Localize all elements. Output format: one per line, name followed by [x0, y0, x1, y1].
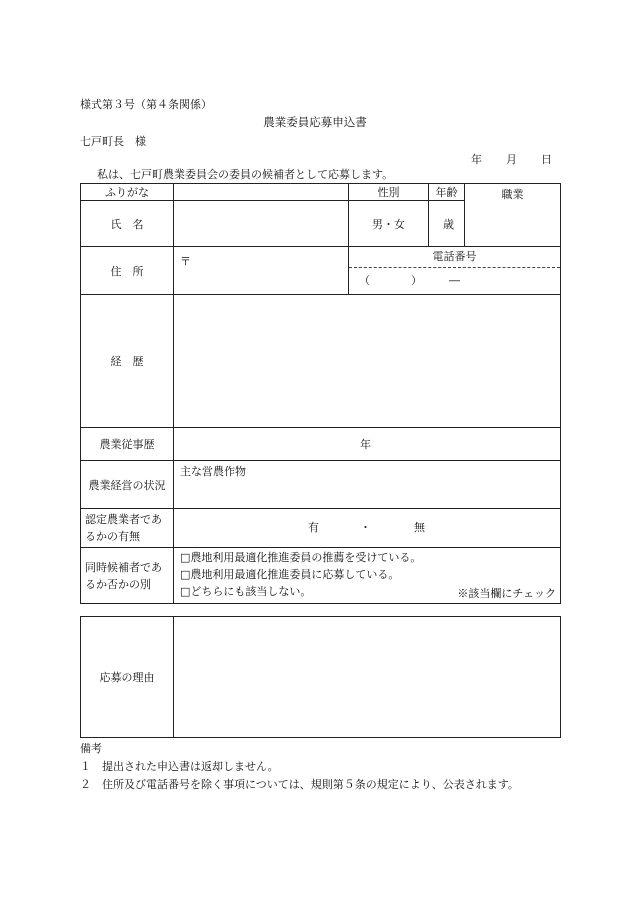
date-day: 日: [541, 153, 552, 166]
postal-mark: 〒: [180, 255, 191, 268]
name-label: 氏 名: [81, 201, 174, 247]
concurrent-option-applied[interactable]: □農地利用最適化推進委員に応募している。: [180, 568, 400, 581]
name-field[interactable]: [174, 201, 349, 247]
concurrent-row: [81, 548, 561, 604]
experience-unit: 年: [360, 438, 371, 451]
occupation-header: 職業: [501, 188, 524, 201]
career-label: 経 歴: [81, 295, 174, 428]
phone-open: （: [359, 274, 370, 287]
remarks-item-1: １ 提出された申込書は返却しません。: [80, 760, 279, 773]
certified-label: 認定農業者であるかの有無: [81, 509, 174, 548]
phone-dash: ―: [449, 274, 460, 287]
address-field[interactable]: [174, 247, 349, 295]
certified-row: [81, 509, 561, 548]
age-field[interactable]: [429, 201, 465, 247]
age-unit: 歳: [443, 217, 454, 231]
address-row: [81, 247, 561, 295]
reason-row: [81, 617, 561, 738]
remarks-title: 備考: [80, 742, 102, 755]
concurrent-option-neither[interactable]: □どちらにも該当しない。: [180, 585, 312, 598]
addressee: 七戸町長 様: [80, 135, 146, 148]
reason-field[interactable]: [174, 617, 561, 738]
experience-label: 農業従事歴: [81, 428, 174, 461]
phone-label: 電話番号: [349, 247, 560, 268]
furigana-row: [81, 184, 561, 201]
remarks-item-2: ２ 住所及び電話番号を除く事項については、規則第５条の規定により、公表されます。: [80, 778, 519, 791]
experience-field[interactable]: [174, 428, 561, 461]
form-title: 農業委員応募申込書: [263, 115, 367, 129]
certified-separator: ・: [360, 521, 371, 534]
date-year: 年: [471, 153, 482, 166]
reason-label: 応募の理由: [81, 617, 174, 738]
application-table: [80, 183, 561, 604]
phone-field[interactable]: [349, 268, 560, 294]
certified-field[interactable]: [174, 509, 561, 548]
experience-row: [81, 428, 561, 461]
farming-field[interactable]: [174, 461, 561, 509]
form-number: 様式第３号（第４条関係）: [80, 98, 212, 111]
farming-row: [81, 461, 561, 509]
certified-no[interactable]: 無: [414, 521, 425, 534]
certified-yes[interactable]: 有: [308, 521, 319, 534]
concurrent-field: [174, 548, 561, 604]
reason-table: [80, 616, 561, 738]
career-field[interactable]: [174, 295, 561, 428]
career-row: [81, 295, 561, 428]
farming-crops-label: 主な営農作物: [180, 465, 246, 478]
check-note: ※該当欄にチェック: [457, 587, 556, 600]
age-header: 年齢: [429, 184, 465, 201]
phone-cell: [349, 247, 561, 295]
furigana-label: ふりがな: [81, 184, 174, 201]
concurrent-label: 同時候補者であるか否かの別: [81, 548, 174, 604]
gender-field[interactable]: 男・女: [349, 201, 429, 247]
date-month: 月: [506, 153, 517, 166]
gender-header: 性別: [349, 184, 429, 201]
phone-close: ）: [411, 274, 422, 287]
farming-label: 農業経営の状況: [81, 461, 174, 509]
concurrent-option-recommended[interactable]: □農地利用最適化推進委員の推薦を受けている。: [180, 551, 422, 564]
occupation-field[interactable]: [465, 184, 561, 247]
address-label: 住 所: [81, 247, 174, 295]
furigana-field[interactable]: [174, 184, 349, 201]
statement: 私は、七戸町農業委員会の委員の候補者として応募します。: [97, 168, 394, 181]
